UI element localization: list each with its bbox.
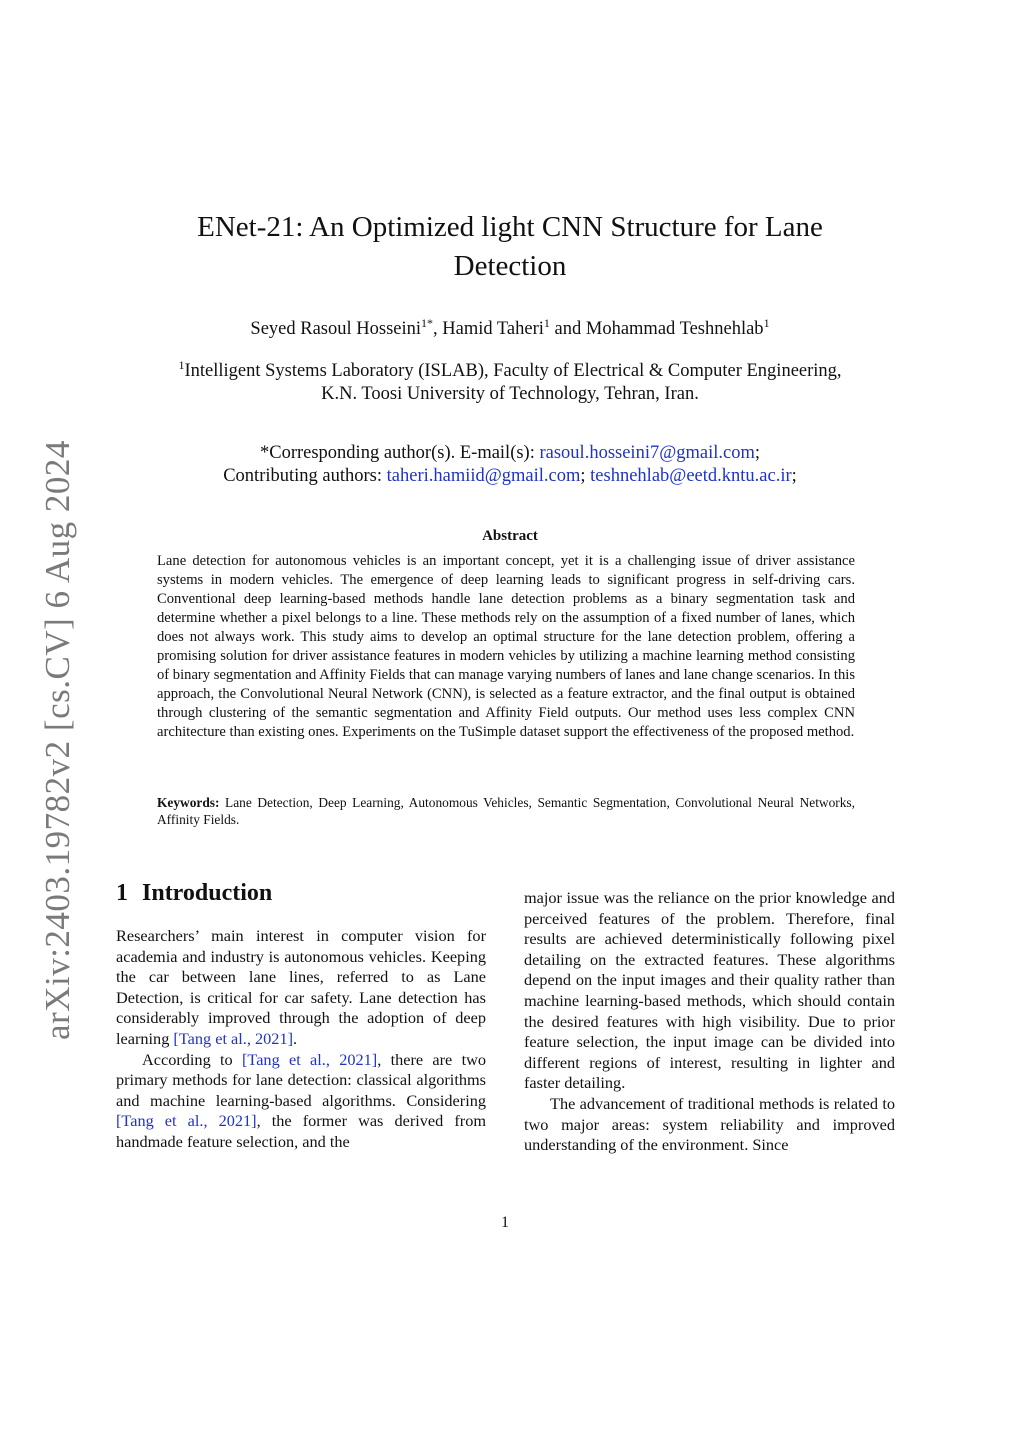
paragraph-text: , there are two primary methods for lane detection: classical algorithms and machine learning-based algorithms. Considering [116, 1049, 486, 1110]
author-separator: and [549, 319, 586, 340]
corresponding-label: *Corresponding author(s). E-mail(s): [259, 443, 540, 463]
paper-title [160, 208, 860, 286]
title-line-2: Detection [453, 250, 567, 282]
contributing-label: Contributing authors: [223, 466, 387, 486]
page-number: 1 [501, 1214, 509, 1231]
citation-link[interactable] [242, 1050, 377, 1069]
citation-sep: , [246, 1028, 256, 1048]
author-separator: , [433, 319, 443, 340]
affiliation-mark: 1 [178, 358, 185, 372]
citation-open: [ [241, 1049, 248, 1069]
citation-close: ] [251, 1111, 257, 1131]
contact-info [110, 442, 910, 488]
paragraph-text: , the former was derived from handmade feature selection, and the [116, 1111, 487, 1151]
citation-open: [ [116, 1111, 122, 1131]
email-separator: ; [580, 466, 586, 486]
citation-author: Tang et al. [247, 1049, 326, 1069]
paragraph-text: Researchers’ main interest in computer vision for academia and industry is autonomous vehicles. Keeping the car between lane lines, referred to as Lane Detection, is critical for car safety. Lane detection has considerably improved through the adoption of deep learning [116, 926, 486, 1048]
paragraph [116, 926, 486, 1050]
citation-year: 2021 [339, 1049, 372, 1069]
citation-close: ] [287, 1028, 293, 1048]
section-title: Introduction [142, 880, 273, 906]
keywords [157, 794, 855, 828]
contributing-email-link[interactable]: teshnehlab@eetd.kntu.ac.ir [590, 466, 792, 486]
title-line-1: ENet-21: An Optimized light CNN Structure for Lane [197, 211, 823, 243]
author-name: Hamid Taheri [442, 319, 544, 340]
section-number: 1 [116, 880, 128, 906]
citation-sep: , [325, 1049, 340, 1069]
author-mark: 1 [543, 316, 550, 330]
keywords-label: Keywords: [157, 795, 220, 810]
section-heading [116, 880, 272, 907]
abstract-heading: Abstract [482, 528, 538, 544]
author-mark: 1* [421, 316, 434, 330]
body-column-left [116, 926, 486, 1153]
paragraph: The advancement of traditional methods is related to two major areas: system reliability and improved understanding of the environment. Since [524, 1093, 895, 1155]
citation-sep: , [203, 1111, 219, 1131]
arxiv-identifier: arXiv:2403.19782v2 [cs.CV] 6 Aug 2024 [38, 440, 77, 1040]
author-list [110, 316, 910, 340]
body-column-right [524, 888, 895, 1156]
citation-link[interactable] [116, 1111, 257, 1130]
author-name: Mohammad Teshnehlab [585, 319, 764, 340]
citation-open: [ [173, 1028, 179, 1048]
citation-year: 2021 [218, 1111, 252, 1131]
author-mark: 1 [763, 316, 770, 330]
citation-close: ] [371, 1049, 378, 1069]
affiliation [110, 354, 910, 406]
paragraph [116, 1050, 486, 1153]
abstract-text: Lane detection for autonomous vehicles is an important concept, yet it is a challenging issue of driver assistance systems in modern vehicles. The emergence of deep learning leads to significant progress in self-driving cars. Conventional deep learning-based methods handle lane detection problems as a binary segmentation task and determine whether a pixel belongs to a line. These methods rely on the assumption of a fixed number of lanes, which does not always work. This study aims to develop an optimal structure for the lane detection problem, offering a promising solution for driver assistance features in modern vehicles by utilizing a machine learning method consisting of binary segmentation and Affinity Fields that can manage varying numbers of lanes and lane change scenarios. In this approach, the Convolutional Neural Network (CNN), is selected as a feature extractor, and the final output is obtained through clustering of the semantic segmentation and Affinity Field outputs. Our method uses less complex CNN architecture than existing ones. Experiments on the TuSimple dataset support the effectiveness of the proposed method. [157, 553, 856, 740]
keywords-text: Lane Detection, Deep Learning, Autonomous Vehicles, Semantic Segmentation, Convolutional Neural Networks, Affinity Fields. [157, 795, 855, 827]
citation-author: Tang et al. [178, 1028, 247, 1048]
email-separator: ; [754, 443, 760, 463]
corresponding-email-link[interactable]: rasoul.hosseini7@gmail.com [539, 443, 755, 463]
email-separator: ; [791, 466, 797, 486]
paragraph-text: According to [142, 1049, 242, 1069]
affiliation-line-1: Intelligent Systems Laboratory (ISLAB), Faculty of Electrical & Computer Engineering, [184, 361, 842, 382]
paragraph-text: . [293, 1028, 298, 1048]
citation-year: 2021 [255, 1028, 288, 1048]
contributing-email-link[interactable]: taheri.hamiid@gmail.com [386, 466, 581, 486]
author-name: Seyed Rasoul Hosseini [250, 319, 422, 340]
affiliation-line-2: K.N. Toosi University of Technology, Tehran, Iran. [321, 384, 699, 405]
citation-author: Tang et al. [121, 1111, 204, 1131]
citation-link[interactable] [173, 1029, 293, 1048]
paragraph: major issue was the reliance on the prior knowledge and perceived features of the problem. Therefore, final results are achieved deterministically following pixel detailing on the extracted features. These algorithms depend on the input images and their quality rather than machine learning-based methods, which should contain the desired features with high visibility. Due to prior feature selection, the input image can be divided into different regions of interest, resulting in lighter and faster detailing. [524, 888, 895, 1093]
